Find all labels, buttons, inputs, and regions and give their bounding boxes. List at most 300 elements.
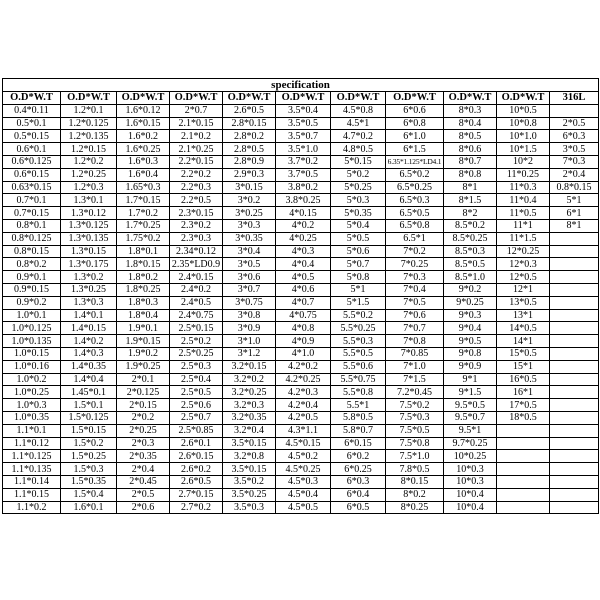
- table-cell: [550, 104, 599, 117]
- table-cell: 4*0.5: [276, 271, 331, 284]
- table-cell: [550, 386, 599, 399]
- table-cell: 3.5*0.2: [223, 475, 276, 488]
- table-row: [3, 271, 599, 284]
- table-cell: 2*0.15: [117, 399, 170, 412]
- table-cell: 2*0.35: [117, 450, 170, 463]
- table-cell: 2.1*0.25: [170, 143, 223, 156]
- table-cell: [550, 373, 599, 386]
- table-cell: 3.5*0.15: [223, 463, 276, 476]
- table-cell: 1.5*0.1: [61, 399, 117, 412]
- table-cell: 1.3*0.125: [61, 219, 117, 232]
- table-cell: 7*0.2: [386, 245, 444, 258]
- table-cell: [550, 322, 599, 335]
- table-cell: 5*0.7: [331, 258, 386, 271]
- table-row: [3, 309, 599, 322]
- table-cell: 1.3*0.135: [61, 232, 117, 245]
- table-cell: 9.5*0.5: [444, 399, 497, 412]
- table-cell: 2*0.4: [117, 463, 170, 476]
- table-cell: 5.5*0.8: [331, 386, 386, 399]
- table-cell: 0.63*0.15: [3, 181, 61, 194]
- table-cell: 0.8*0.1: [3, 219, 61, 232]
- table-row: [3, 488, 599, 501]
- table-cell: 7.8*0.5: [386, 463, 444, 476]
- table-cell: 9*0.3: [444, 309, 497, 322]
- table-cell: 3.5*0.15: [223, 437, 276, 450]
- table-cell: 2.4*0.75: [170, 309, 223, 322]
- table-cell: 3.8*0.25: [276, 194, 331, 207]
- table-cell: 2.1*0.15: [170, 117, 223, 130]
- table-cell: 10*0.3: [444, 463, 497, 476]
- table-cell: 8.5*0.2: [444, 219, 497, 232]
- table-row: [3, 219, 599, 232]
- table-cell: 1.3*0.1: [61, 194, 117, 207]
- table-row: [3, 283, 599, 296]
- table-cell: 8*1.5: [444, 194, 497, 207]
- table-cell: 4*0.15: [276, 207, 331, 220]
- table-cell: 1.9*0.25: [117, 360, 170, 373]
- table-cell: 2.9*0.3: [223, 168, 276, 181]
- table-cell: [550, 424, 599, 437]
- table-cell: 0.6*0.15: [3, 168, 61, 181]
- table-cell: 14*0.5: [497, 322, 550, 335]
- table-cell: 2.2*0.5: [170, 194, 223, 207]
- column-header: O.D*W.T: [223, 92, 276, 105]
- table-cell: 13*0.5: [497, 296, 550, 309]
- table-cell: 2.5*0.5: [170, 386, 223, 399]
- table-cell: 0.7*0.1: [3, 194, 61, 207]
- table-row: [3, 386, 599, 399]
- table-cell: 1.3*0.15: [61, 245, 117, 258]
- table-cell: [550, 463, 599, 476]
- table-cell: 1.2*0.3: [61, 181, 117, 194]
- column-header: 316L: [550, 92, 599, 105]
- table-cell: 2.4*0.15: [170, 271, 223, 284]
- table-cell: 2*0.125: [117, 386, 170, 399]
- table-cell: 1.6*0.4: [117, 168, 170, 181]
- table-cell: 10*0.5: [497, 104, 550, 117]
- table-cell: 7*0.8: [386, 335, 444, 348]
- table-cell: [497, 450, 550, 463]
- table-cell: 10*2: [497, 155, 550, 168]
- table-cell: 2.8*0.2: [223, 130, 276, 143]
- table-cell: 4.5*0.25: [276, 463, 331, 476]
- table-cell: [550, 411, 599, 424]
- table-row: [3, 117, 599, 130]
- table-cell: 1.8*0.15: [117, 258, 170, 271]
- table-cell: 2*0.45: [117, 475, 170, 488]
- table-cell: 7*0.3: [550, 155, 599, 168]
- table-cell: 1.3*0.25: [61, 283, 117, 296]
- table-cell: 4*0.75: [276, 309, 331, 322]
- table-cell: [550, 271, 599, 284]
- table-cell: [550, 450, 599, 463]
- table-cell: 11*1: [497, 219, 550, 232]
- table-cell: 1.9*0.15: [117, 335, 170, 348]
- table-cell: 14*1: [497, 335, 550, 348]
- table-cell: 4.7*0.2: [331, 130, 386, 143]
- table-cell: 4.2*0.2: [276, 360, 331, 373]
- table-cell: [550, 347, 599, 360]
- table-cell: 2.5*0.6: [170, 399, 223, 412]
- table-cell: 1.9*0.1: [117, 322, 170, 335]
- table-cell: 1.7*0.15: [117, 194, 170, 207]
- table-cell: 4*0.2: [276, 219, 331, 232]
- header-row: [3, 92, 599, 105]
- table-cell: 5.5*0.3: [331, 335, 386, 348]
- table-cell: 8*0.8: [444, 168, 497, 181]
- table-row: [3, 143, 599, 156]
- table-cell: 1.5*0.25: [61, 450, 117, 463]
- table-cell: 4.5*0.4: [276, 488, 331, 501]
- table-cell: 4.5*0.2: [276, 450, 331, 463]
- table-cell: 4.5*0.8: [331, 104, 386, 117]
- table-cell: 3.2*0.4: [223, 424, 276, 437]
- table-cell: 11*0.5: [497, 207, 550, 220]
- table-cell: 1.5*0.3: [61, 463, 117, 476]
- table-cell: 2.35*LD0.9: [170, 258, 223, 271]
- table-cell: 5.5*0.5: [331, 347, 386, 360]
- table-cell: 7*0.25: [386, 258, 444, 271]
- table-row: [3, 130, 599, 143]
- table-cell: 1.6*0.25: [117, 143, 170, 156]
- table-cell: 4.2*0.5: [276, 411, 331, 424]
- table-cell: 3.5*0.25: [223, 488, 276, 501]
- table-cell: 9*0.2: [444, 283, 497, 296]
- table-cell: 7*0.3: [386, 271, 444, 284]
- table-cell: 6.5*0.8: [386, 219, 444, 232]
- table-cell: 11*0.4: [497, 194, 550, 207]
- table-cell: 1.8*0.25: [117, 283, 170, 296]
- table-cell: 2.6*0.1: [170, 437, 223, 450]
- table-cell: 1.3*0.2: [61, 271, 117, 284]
- column-header: O.D*W.T: [444, 92, 497, 105]
- table-cell: 1.4*0.1: [61, 309, 117, 322]
- table-cell: 1.8*0.4: [117, 309, 170, 322]
- table-cell: 9*0.4: [444, 322, 497, 335]
- table-cell: [497, 475, 550, 488]
- table-row: [3, 475, 599, 488]
- table-cell: [550, 258, 599, 271]
- table-cell: 0.5*0.15: [3, 130, 61, 143]
- table-cell: 3.8*0.2: [276, 181, 331, 194]
- table-cell: 5*0.8: [331, 271, 386, 284]
- table-cell: 1.7*0.25: [117, 219, 170, 232]
- table-cell: 2*0.5: [550, 117, 599, 130]
- table-cell: 2*0.25: [117, 424, 170, 437]
- table-cell: 8*1: [550, 219, 599, 232]
- table-cell: 1.1*0.135: [3, 463, 61, 476]
- table-cell: 6*0.4: [331, 488, 386, 501]
- table-cell: [497, 501, 550, 514]
- table-cell: 2.5*0.25: [170, 347, 223, 360]
- table-cell: 5.8*0.7: [331, 424, 386, 437]
- table-cell: 3*0.35: [223, 232, 276, 245]
- table-cell: 8.5*1.0: [444, 271, 497, 284]
- specification-table: [2, 78, 599, 514]
- table-cell: 8*0.6: [444, 143, 497, 156]
- table-cell: 1.6*0.3: [117, 155, 170, 168]
- table-cell: 4.2*0.3: [276, 386, 331, 399]
- table-cell: 3.2*0.15: [223, 360, 276, 373]
- table-cell: 1.7*0.2: [117, 207, 170, 220]
- table-cell: 1.8*0.3: [117, 296, 170, 309]
- table-cell: 2.5*0.2: [170, 335, 223, 348]
- table-cell: 2.5*0.7: [170, 411, 223, 424]
- table-cell: 4*0.7: [276, 296, 331, 309]
- table-cell: 2.5*0.15: [170, 322, 223, 335]
- table-cell: 12*0.25: [497, 245, 550, 258]
- table-cell: 6.5*0.25: [386, 181, 444, 194]
- table-cell: 2*0.2: [117, 411, 170, 424]
- table-cell: 8*0.3: [444, 104, 497, 117]
- table-cell: 8*0.4: [444, 117, 497, 130]
- table-cell: 2.6*0.15: [170, 450, 223, 463]
- column-header: O.D*W.T: [61, 92, 117, 105]
- column-header: O.D*W.T: [3, 92, 61, 105]
- table-cell: 1.5*0.35: [61, 475, 117, 488]
- table-cell: 1.8*0.1: [117, 245, 170, 258]
- table-cell: 4*0.6: [276, 283, 331, 296]
- table-row: [3, 450, 599, 463]
- table-cell: 6*0.6: [386, 104, 444, 117]
- table-cell: 7*0.85: [386, 347, 444, 360]
- table-cell: 3.2*0.25: [223, 386, 276, 399]
- table-cell: 2.8*0.15: [223, 117, 276, 130]
- table-cell: 1.8*0.2: [117, 271, 170, 284]
- table-cell: 7*0.4: [386, 283, 444, 296]
- table-cell: 2.8*0.9: [223, 155, 276, 168]
- table-cell: 3.7*0.5: [276, 168, 331, 181]
- table-cell: 5*0.6: [331, 245, 386, 258]
- table-row: [3, 155, 599, 168]
- table-cell: 1.4*0.2: [61, 335, 117, 348]
- table-cell: [497, 488, 550, 501]
- table-cell: [550, 501, 599, 514]
- table-cell: 1.5*0.2: [61, 437, 117, 450]
- table-cell: 1.0*0.35: [3, 411, 61, 424]
- table-cell: 0.4*0.11: [3, 104, 61, 117]
- table-cell: 3.2*0.8: [223, 450, 276, 463]
- table-cell: 7.5*0.8: [386, 437, 444, 450]
- table-cell: 8.5*0.3: [444, 245, 497, 258]
- table-cell: 1.2*0.125: [61, 117, 117, 130]
- table-cell: 3*0.8: [223, 309, 276, 322]
- table-cell: 12*0.5: [497, 271, 550, 284]
- table-cell: 1.2*0.25: [61, 168, 117, 181]
- table-cell: 1.2*0.135: [61, 130, 117, 143]
- table-row: [3, 347, 599, 360]
- table-cell: 1.1*0.1: [3, 424, 61, 437]
- table-cell: 6*0.5: [331, 501, 386, 514]
- table-cell: [550, 283, 599, 296]
- table-cell: 3.5*1.0: [276, 143, 331, 156]
- table-cell: 5*0.35: [331, 207, 386, 220]
- table-cell: 5.5*0.6: [331, 360, 386, 373]
- table-cell: 6*1.5: [386, 143, 444, 156]
- table-body: [3, 104, 599, 514]
- table-cell: 5*1: [550, 194, 599, 207]
- table-cell: [550, 488, 599, 501]
- column-header: O.D*W.T: [331, 92, 386, 105]
- table-cell: 7*0.7: [386, 322, 444, 335]
- table-cell: 2.6*0.5: [223, 104, 276, 117]
- table-cell: 0.6*0.1: [3, 143, 61, 156]
- table-cell: 16*0.5: [497, 373, 550, 386]
- table-cell: 4*0.9: [276, 335, 331, 348]
- table-cell: 3.5*0.3: [223, 501, 276, 514]
- table-cell: 5.5*0.2: [331, 309, 386, 322]
- table-cell: 5*0.3: [331, 194, 386, 207]
- table-row: [3, 335, 599, 348]
- table-cell: 3*0.5: [550, 143, 599, 156]
- table-cell: 2.5*0.4: [170, 373, 223, 386]
- table-cell: 7.5*0.2: [386, 399, 444, 412]
- table-cell: 3.5*0.7: [276, 130, 331, 143]
- table-cell: 9.5*1: [444, 424, 497, 437]
- table-cell: 4.5*0.15: [276, 437, 331, 450]
- table-cell: 3*0.4: [223, 245, 276, 258]
- table-cell: 4.2*0.4: [276, 399, 331, 412]
- table-cell: 5*0.2: [331, 168, 386, 181]
- table-cell: 2.2*0.2: [170, 168, 223, 181]
- table-cell: 3*0.75: [223, 296, 276, 309]
- table-cell: 10*0.3: [444, 475, 497, 488]
- table-cell: 2*0.7: [170, 104, 223, 117]
- table-cell: 12*1: [497, 283, 550, 296]
- table-row: [3, 373, 599, 386]
- table-cell: 8*0.7: [444, 155, 497, 168]
- table-cell: 1.0*0.125: [3, 322, 61, 335]
- table-cell: 11*1.5: [497, 232, 550, 245]
- table-cell: 4*0.3: [276, 245, 331, 258]
- table-cell: 6.5*1: [386, 232, 444, 245]
- table-cell: 1.0*0.3: [3, 399, 61, 412]
- table-cell: 3*0.15: [223, 181, 276, 194]
- table-cell: 1.45*0.1: [61, 386, 117, 399]
- table-cell: 7.5*1.0: [386, 450, 444, 463]
- table-cell: 0.6*0.125: [3, 155, 61, 168]
- table-cell: 1.6*0.15: [117, 117, 170, 130]
- table-cell: 8*1: [444, 181, 497, 194]
- table-cell: 9.5*0.7: [444, 411, 497, 424]
- table-cell: 3*1.0: [223, 335, 276, 348]
- table-cell: 7*1.5: [386, 373, 444, 386]
- table-cell: 11*0.25: [497, 168, 550, 181]
- table-cell: 12*0.3: [497, 258, 550, 271]
- table-cell: 2.4*0.2: [170, 283, 223, 296]
- table-cell: 2.5*0.3: [170, 360, 223, 373]
- table-cell: 1.1*0.2: [3, 501, 61, 514]
- table-cell: 0.8*0.15: [550, 181, 599, 194]
- table-cell: 6.35*1.125*LD4.1: [386, 155, 444, 168]
- table-cell: 0.5*0.1: [3, 117, 61, 130]
- table-cell: 2*0.5: [117, 488, 170, 501]
- table-cell: 4.8*0.5: [331, 143, 386, 156]
- table-cell: 1.3*0.3: [61, 296, 117, 309]
- table-cell: 5*0.25: [331, 181, 386, 194]
- table-cell: [550, 360, 599, 373]
- table-cell: 3.5*0.5: [276, 117, 331, 130]
- table-cell: 9.7*0.25: [444, 437, 497, 450]
- table-cell: 2.5*0.85: [170, 424, 223, 437]
- table-cell: 1.2*0.1: [61, 104, 117, 117]
- table-row: [3, 424, 599, 437]
- table-cell: 15*0.5: [497, 347, 550, 360]
- table-cell: [550, 475, 599, 488]
- table-cell: 2.34*0.12: [170, 245, 223, 258]
- table-cell: 4*0.4: [276, 258, 331, 271]
- table-cell: 1.4*0.35: [61, 360, 117, 373]
- table-cell: 5.5*1: [331, 399, 386, 412]
- table-cell: 3.5*0.4: [276, 104, 331, 117]
- table-cell: 10*1.5: [497, 143, 550, 156]
- table-cell: 3*0.25: [223, 207, 276, 220]
- table-cell: 1.4*0.4: [61, 373, 117, 386]
- table-cell: 9*1: [444, 373, 497, 386]
- table-cell: 9*1.5: [444, 386, 497, 399]
- table-cell: 3*0.3: [223, 219, 276, 232]
- table-row: [3, 360, 599, 373]
- table-cell: 1.1*0.12: [3, 437, 61, 450]
- table-cell: 1.0*0.1: [3, 309, 61, 322]
- table-row: [3, 104, 599, 117]
- table-row: [3, 245, 599, 258]
- table-cell: 1.1*0.15: [3, 488, 61, 501]
- table-cell: 10*0.4: [444, 488, 497, 501]
- table-cell: 8*0.2: [386, 488, 444, 501]
- table-cell: 2.7*0.15: [170, 488, 223, 501]
- column-header: O.D*W.T: [276, 92, 331, 105]
- table-cell: 6.5*0.2: [386, 168, 444, 181]
- table-cell: 8*0.25: [386, 501, 444, 514]
- table-cell: 5.8*0.5: [331, 411, 386, 424]
- table-cell: 8*0.15: [386, 475, 444, 488]
- table-cell: 7*0.6: [386, 309, 444, 322]
- table-cell: 1.4*0.15: [61, 322, 117, 335]
- table-cell: 5*0.5: [331, 232, 386, 245]
- table-cell: 1.0*0.25: [3, 386, 61, 399]
- table-cell: 2.3*0.2: [170, 219, 223, 232]
- table-cell: [550, 296, 599, 309]
- table-cell: 6*0.3: [550, 130, 599, 143]
- table-cell: 11*0.3: [497, 181, 550, 194]
- table-cell: 6*1.0: [386, 130, 444, 143]
- table-row: [3, 207, 599, 220]
- table-row: [3, 232, 599, 245]
- table-cell: 6*1: [550, 207, 599, 220]
- table-cell: 15*1: [497, 360, 550, 373]
- table-cell: 8.5*0.5: [444, 258, 497, 271]
- table-cell: 5.5*0.75: [331, 373, 386, 386]
- column-header: O.D*W.T: [117, 92, 170, 105]
- table-cell: 1.4*0.3: [61, 347, 117, 360]
- table-cell: 4.5*0.5: [276, 501, 331, 514]
- table-cell: 3*0.5: [223, 258, 276, 271]
- table-row: [3, 258, 599, 271]
- table-cell: 9*0.9: [444, 360, 497, 373]
- table-cell: 6*0.3: [331, 475, 386, 488]
- table-cell: 1.3*0.12: [61, 207, 117, 220]
- table-cell: 4.3*1.1: [276, 424, 331, 437]
- table-cell: 2.3*0.3: [170, 232, 223, 245]
- table-cell: [550, 399, 599, 412]
- table-cell: [497, 437, 550, 450]
- table-cell: 3*0.2: [223, 194, 276, 207]
- table-cell: 3.2*0.3: [223, 399, 276, 412]
- table-cell: 0.8*0.15: [3, 245, 61, 258]
- table-row: [3, 181, 599, 194]
- table-cell: 2*0.1: [117, 373, 170, 386]
